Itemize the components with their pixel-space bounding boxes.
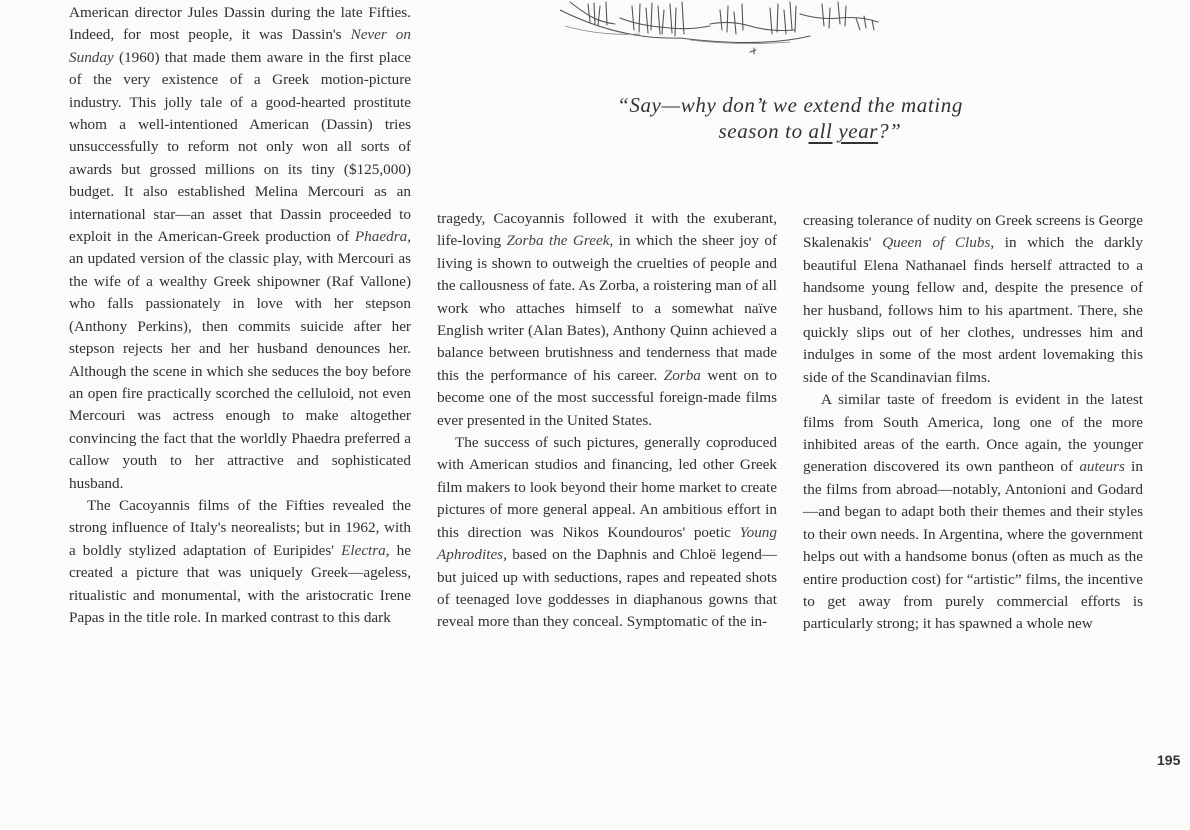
caption-line-2: season to all year?” (718, 119, 902, 143)
paragraph: tragedy, Cacoyannis followed it with the exuberant, life-loving Zorba the Greek, in which the sheer joy of living is shown to outweigh the cruelties of people and the callousness of fate. As Zorba, a roistering man of all work who attaches himself to a somewhat naïve English writer (Alan Bates), Anthony Quinn achieved a balance between brutishness and tenderness that made this the performance of his career. Zorba went on to become one of the most successful foreign-made films ever presented in the United States. (437, 210, 778, 429)
paragraph: The success of such pictures, generally coproduced with American studios and financing, led other Greek film makers to look beyond their home market to create pictures of more general appeal. An ambitious effort in this direction was Nikos Koundouros' poetic Young Aphrodites, based on the Daphnis and Chloë legend—but juiced up with seductions, rapes and repeated shots of teenaged love goddesses in diaphanous gowns that reveal more than they conceal. Symptomatic of the in- (437, 434, 777, 631)
text-column-1 (69, 2, 411, 629)
text-column-2 (437, 208, 777, 634)
paragraph: creasing tolerance of nudity on Greek screens is George Skalenakis' Queen of Clubs, in which the darkly beautiful Elena Nathanael finds herself attracted to a handsome young fellow and, despite the presence of her husband, follows him to his apartment. There, she quickly slips out of her clothes, undresses him and indulges in some of the most ardent lovemaking this side of the Scandinavian films. (803, 212, 1143, 386)
text-column-3 (803, 210, 1143, 636)
paragraph: American director Jules Dassin during the late Fifties. Indeed, for most people, it was Dassin's Never on Sunday (1960) that made them aware in the first place of the very existence of a Greek motion-picture industry. This jolly tale of a good-hearted prostitute whom a well-intentioned American (Dassin) tries unsuccessfully to reform not only won all sorts of awards but grossed millions on its tiny ($125,000) budget. It also established Melina Mercouri as an international star—an asset that Dassin proceeded to exploit in the American-Greek production of Phaedra, an updated version of the classic play, with Mercouri as the wife of a wealthy Greek shipowner (Raf Vallone) who falls passionately in love with her stepson (Anthony Perkins), then commits suicide after her stepson rejects her and her husband denounces her. Although the scene in which she seduces the boy before an open fire practically scorched the celluloid, not even Mercouri was actress enough to make altogether convincing the fact that the worldly Phaedra preferred a callow youth to her attractive and sophisticated husband. (69, 4, 411, 492)
cartoon-illustration (560, 0, 900, 68)
caption-underlined-all: all (808, 119, 833, 143)
cartoon-caption (560, 92, 1020, 144)
caption-underlined-year: year (838, 119, 879, 143)
caption-line-1: “Say—why don’t we extend the mating (617, 93, 963, 117)
paragraph: A similar taste of freedom is evident in the latest films from South America, long one of the more inhibited areas of the earth. Once again, the younger generation discovered its own pantheon of auteurs in the films from abroad—notably, Antonioni and Godard—and began to adapt both their themes and their styles to their own needs. In Argentina, where the government helps out with a handsome bonus (often as much as the entire production cost) for “artistic” films, the incentive to get away from purely commercial efforts is particularly strong; it has spawned a whole new (803, 391, 1143, 633)
page-number: 195 (1157, 752, 1181, 768)
paragraph: The Cacoyannis films of the Fifties revealed the strong influence of Italy's neorealists; but in 1962, with a boldly stylized adaptation of Euripides' Electra, he created a picture that was uniquely Greek—ageless, ritualistic and monumental, with the aristocratic Irene Papas in the title role. In marked contrast to this dark (69, 496, 411, 626)
